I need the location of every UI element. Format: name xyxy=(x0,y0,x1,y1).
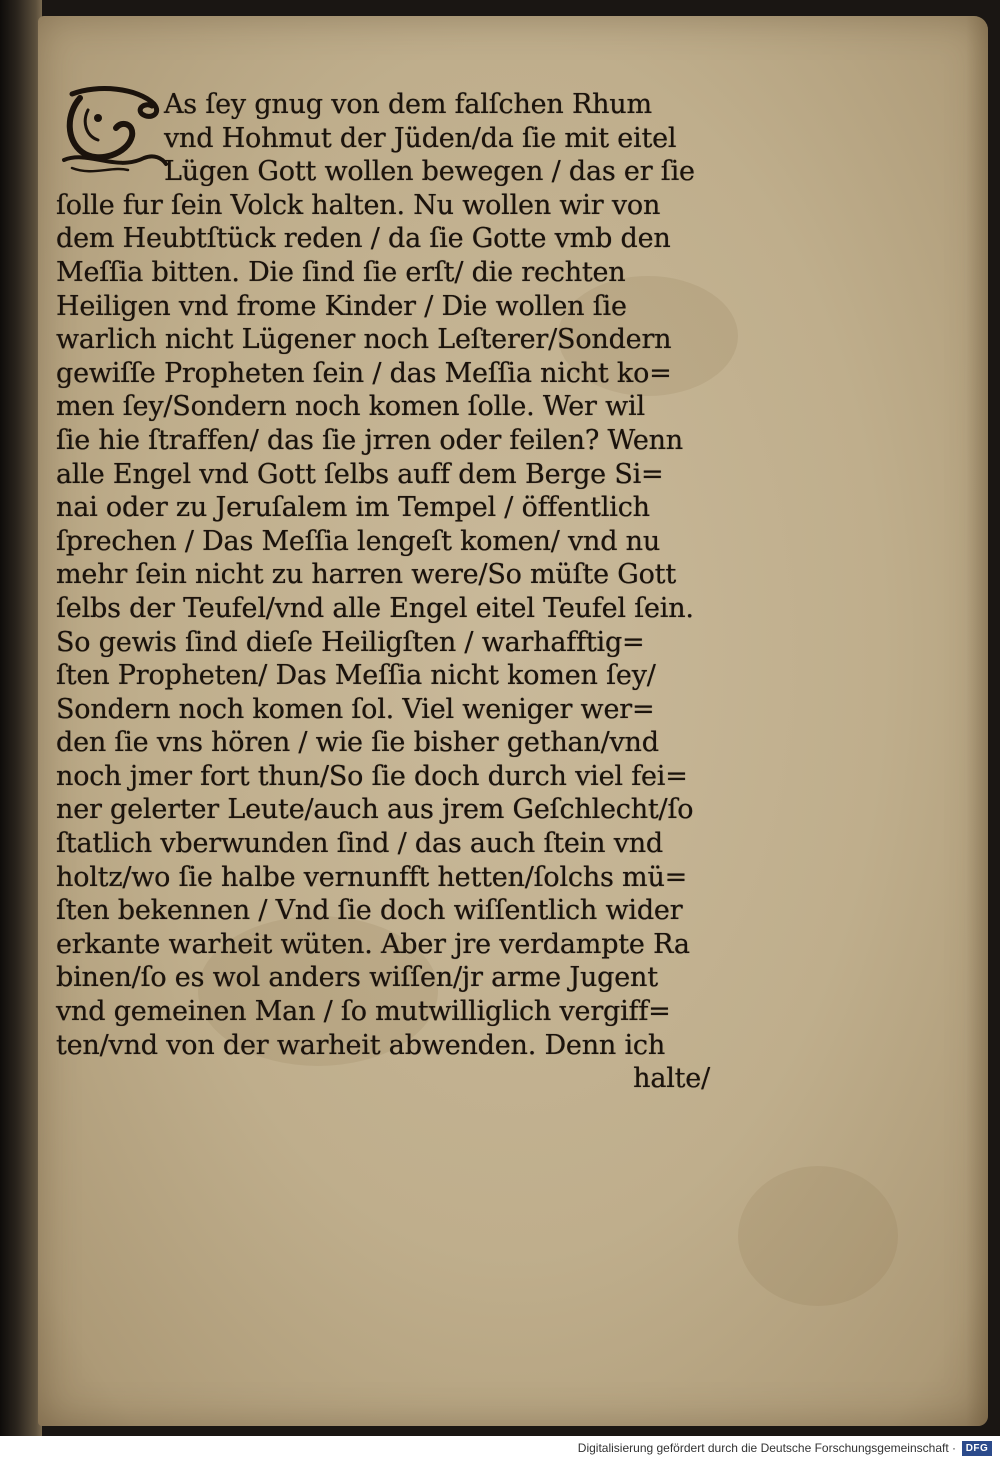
text-line: warlich nicht Lügener noch Leſterer/Sondern xyxy=(56,324,672,356)
text-line: erkante warheit wüten. Aber jre verdampte Ra xyxy=(56,928,690,960)
text-line: den ſie vns hören / wie ſie bisher gethan/vnd xyxy=(56,727,659,759)
text-line: ſie hie ſtraffen/ das ſie jrren oder feilen? Wenn xyxy=(56,424,683,456)
text-line: alle Engel vnd Gott ſelbs auff dem Berge Si= xyxy=(56,458,664,490)
text-line: men ſey/Sondern noch komen ſolle. Wer wil xyxy=(56,391,645,423)
text-line: nai oder zu Jeruſalem im Tempel / öffentlich xyxy=(56,492,650,524)
text-line: So gewis ſind dieſe Heiligſten / warhafftig= xyxy=(56,626,645,658)
text-line: mehr ſein nicht zu harren were/So müſte Gott xyxy=(56,559,676,591)
text-line: holtz/wo ſie halbe vernunfft hetten/ſolchs mü= xyxy=(56,861,688,893)
text-line: ner gelerter Leute/auch aus jrem Geſchlecht/ſo xyxy=(56,794,694,826)
text-line: ſelbs der Teufel/vnd alle Engel eitel Teufel ſein. xyxy=(56,592,694,624)
text-line: ſten bekennen / Vnd ſie doch wiſſentlich wider xyxy=(56,895,683,927)
text-line: ten/vnd von der warheit abwenden. Denn ich xyxy=(56,1029,666,1061)
text-line: Meſſia bitten. Die ſind ſie erſt/ die rechten xyxy=(56,256,626,288)
text-line: Lügen Gott wollen bewegen / das er ſie xyxy=(164,156,695,188)
text-line: dem Heubtſtück reden / da ſie Gotte vmb den xyxy=(56,223,671,255)
text-line: As ſey gnug von dem falſchen Rhum xyxy=(164,89,652,120)
text-line: noch jmer fort thun/So ſie doch durch viel fei= xyxy=(56,760,688,792)
text-line: ſprechen / Das Meſſia lengeſt komen/ vnd nu xyxy=(56,525,661,557)
text-line: gewiſſe Propheten ſein / das Meſſia nicht ko= xyxy=(56,357,672,389)
text-line: ſtatlich vberwunden ſind / das auch ſtein vnd xyxy=(56,828,664,860)
dfg-logo-icon[interactable]: DFG xyxy=(962,1441,992,1456)
text-line: Sondern noch komen ſol. Viel weniger wer= xyxy=(56,693,655,725)
text-line: vnd Hohmut der Jüden/da ſie mit eitel xyxy=(164,122,677,154)
book-binding-edge xyxy=(0,0,42,1436)
text-line: vnd gemeinen Man / ſo mutwilliglich vergiff= xyxy=(56,996,671,1028)
page-text xyxy=(56,88,746,1096)
catchword: halte/ xyxy=(633,1063,710,1095)
text-line: ſolle fur ſein Volck halten. Nu wollen wir von xyxy=(56,189,661,221)
paper-stain xyxy=(738,1166,898,1306)
text-line: ſten Propheten/ Das Meſſia nicht komen ſey/ xyxy=(56,660,656,692)
funding-credit: Digitalisierung gefördert durch die Deutsche Forschungsgemeinschaft · xyxy=(577,1441,956,1455)
page-edge-shadow xyxy=(966,16,988,1426)
text-line: binen/ſo es wol anders wiſſen/jr arme Jugent xyxy=(56,962,658,994)
text-line: Heiligen vnd frome Kinder / Die wollen ſie xyxy=(56,290,627,322)
